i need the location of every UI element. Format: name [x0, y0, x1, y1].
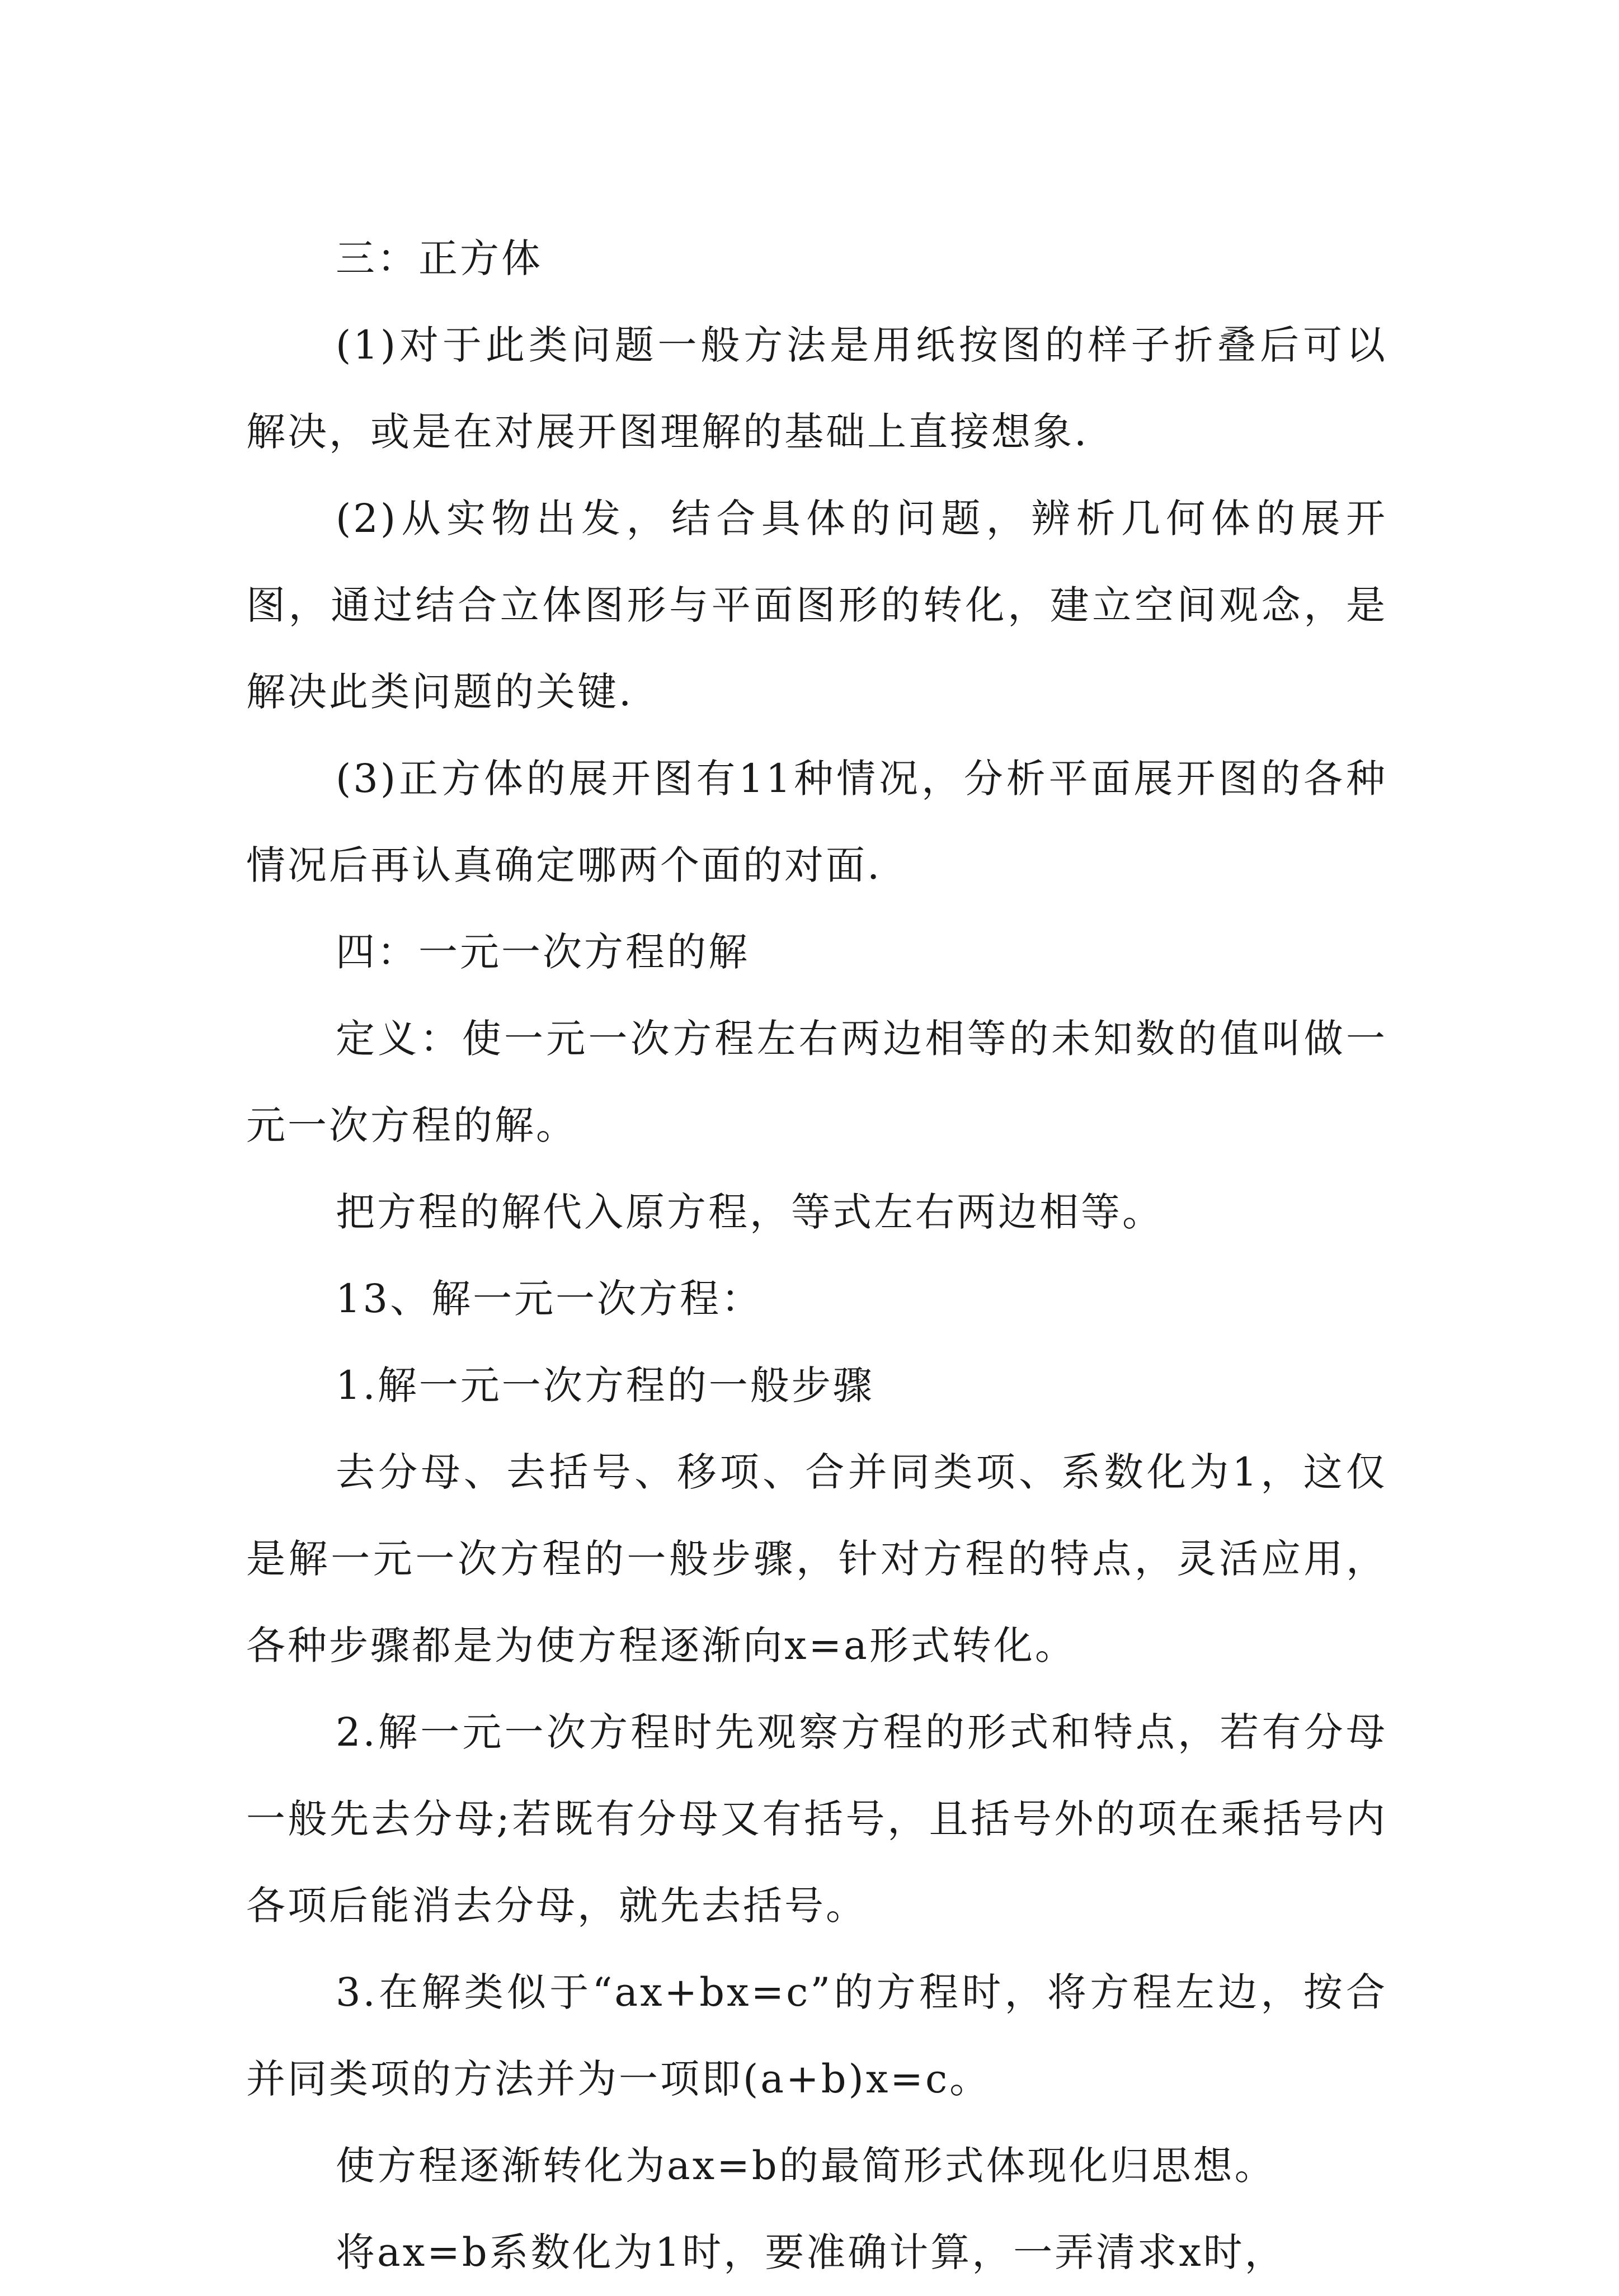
paragraph: 定义：使一元一次方程左右两边相等的未知数的值叫做一元一次方程的解。 [246, 1016, 1387, 1148]
paragraph: 3.在解类似于“ax+bx=c”的方程时，将方程左边，按合并同类项的方法并为一项即(a+b)x=c。 [246, 1969, 1387, 2102]
section-heading-solving-equations: 13、解一元一次方程： [336, 1276, 763, 1322]
paragraph: 2.解一元一次方程时先观察方程的形式和特点，若有分母一般先去分母;若既有分母又有括号，且括号外的项在乘括号内各项后能消去分母，就先去括号。 [246, 1709, 1387, 1929]
paragraph: (1)对于此类问题一般方法是用纸按图的样子折叠后可以解决，或是在对展开图理解的基础上直接想象. [246, 322, 1387, 455]
paragraph: 把方程的解代入原方程，等式左右两边相等。 [336, 1189, 1164, 1235]
section-heading-equation-solution: 四：一元一次方程的解 [336, 929, 750, 975]
paragraph: 将ax=b系数化为1时，要准确计算，一弄清求x时， [336, 2229, 1286, 2275]
paragraph: (3)正方体的展开图有11种情况，分析平面展开图的各种情况后再认真确定哪两个面的对面. [246, 756, 1387, 888]
paragraph: 使方程逐渐转化为ax=b的最简形式体现化归思想。 [336, 2143, 1276, 2189]
paragraph: 去分母、去括号、移项、合并同类项、系数化为1，这仅是解一元一次方程的一般步骤，针对方程的特点，灵活应用，各种步骤都是为使方程逐渐向x=a形式转化。 [246, 1449, 1387, 1668]
subheading-general-steps: 1.解一元一次方程的一般步骤 [336, 1362, 874, 1408]
section-heading-cube: 三：正方体 [336, 235, 543, 281]
paragraph: (2)从实物出发，结合具体的问题，辨析几何体的展开图，通过结合立体图形与平面图形的转化，建立空间观念，是解决此类问题的关键. [246, 496, 1387, 715]
document-body [246, 215, 1387, 2296]
